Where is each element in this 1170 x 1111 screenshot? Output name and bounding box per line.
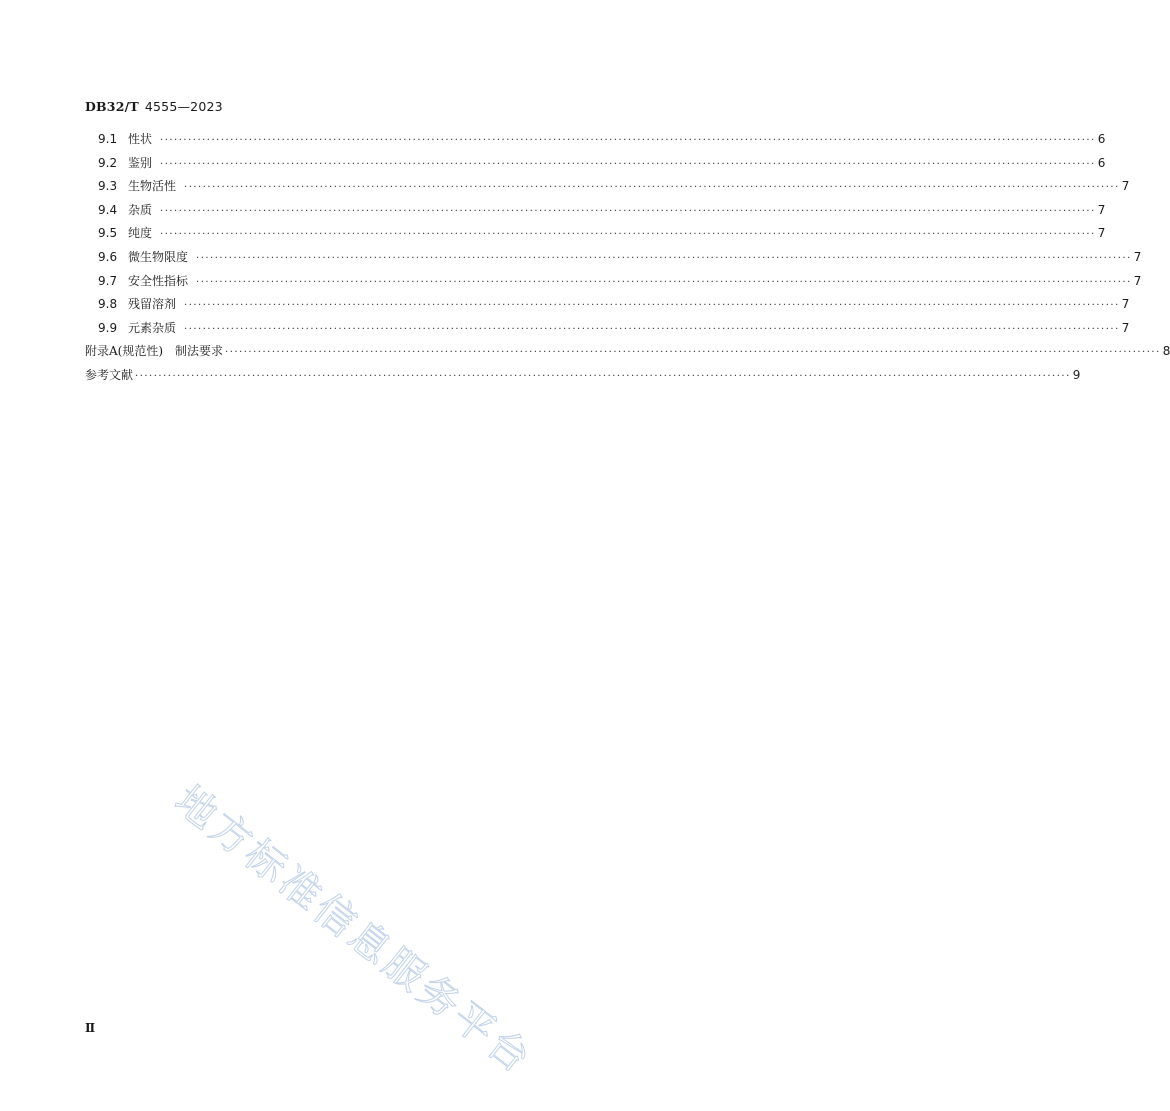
watermark: 地方标准信息服务平台 (166, 777, 542, 1085)
toc-entry[interactable] (85, 222, 1106, 246)
table-of-contents (85, 128, 1170, 388)
toc-entry-title: 纯度 (128, 226, 153, 241)
toc-leader-dots: ········································································································································································································ (160, 205, 1096, 217)
toc-entry-number: 9.6 (98, 249, 118, 264)
toc-entry[interactable] (85, 199, 1106, 223)
toc-entry[interactable] (85, 270, 1142, 294)
toc-entry-page: 6 (1097, 132, 1106, 146)
toc-entry[interactable] (85, 175, 1130, 199)
document-code (85, 99, 223, 114)
toc-leader-dots: ········································································································································································································ (225, 347, 1161, 359)
toc-leader-dots: ········································································································································································································ (160, 135, 1096, 146)
toc-entry-page: 7 (1121, 297, 1130, 312)
toc-leader-dots: ········································································································································································································ (135, 370, 1071, 382)
toc-leader-dots: ········································································································································································································ (160, 158, 1096, 170)
toc-entry-title: 微生物限度 (128, 249, 189, 264)
toc-entry-page: 7 (1097, 202, 1106, 217)
toc-leader-dots: ········································································································································································································ (160, 229, 1096, 241)
toc-entry-page: 7 (1133, 249, 1142, 264)
page-number: Ⅱ (85, 1021, 96, 1035)
toc-leader-dots: ········································································································································································································ (196, 276, 1132, 288)
toc-entry[interactable] (85, 340, 1170, 364)
toc-entry-title: 参考文献 (85, 367, 134, 382)
document-code-prefix: DB32/T (85, 99, 139, 114)
toc-leader-dots: ········································································································································································································ (184, 323, 1120, 335)
toc-entry-number: 9.8 (98, 297, 118, 312)
toc-entry-title: 杂质 (128, 202, 153, 217)
toc-entry-page: 9 (1072, 367, 1081, 382)
toc-entry-title: 残留溶剂 (128, 297, 177, 312)
toc-entry-title: 附录A(规范性) 制法要求 (85, 344, 224, 359)
toc-entry[interactable] (85, 317, 1130, 341)
toc-entry-page: 7 (1133, 273, 1142, 288)
toc-entry-number: 9.1 (98, 132, 118, 146)
toc-entry-number: 9.3 (98, 179, 118, 194)
toc-entry-number: 9.9 (98, 320, 118, 335)
toc-entry[interactable] (85, 364, 1081, 388)
toc-entry-title: 性状 (128, 132, 153, 146)
toc-entry-title: 生物活性 (128, 179, 177, 194)
toc-leader-dots: ········································································································································································································ (184, 182, 1120, 194)
toc-entry-page: 6 (1097, 155, 1106, 170)
toc-entry-number: 9.5 (98, 226, 118, 241)
toc-entry-number: 9.4 (98, 202, 118, 217)
toc-entry-page: 7 (1097, 226, 1106, 241)
toc-entry-page: 7 (1121, 320, 1130, 335)
toc-entry[interactable] (85, 246, 1142, 270)
document-code-number: 4555—2023 (144, 99, 223, 114)
toc-entry[interactable] (85, 152, 1106, 176)
toc-entry-page: 8 (1162, 344, 1170, 359)
toc-leader-dots: ········································································································································································································ (196, 252, 1132, 264)
toc-entry-title: 元素杂质 (128, 320, 177, 335)
toc-entry-number: 9.7 (98, 273, 118, 288)
toc-entry-title: 鉴别 (128, 155, 153, 170)
toc-entry[interactable] (85, 293, 1130, 317)
toc-leader-dots: ········································································································································································································ (184, 300, 1120, 312)
toc-entry-number: 9.2 (98, 155, 118, 170)
toc-entry[interactable] (85, 128, 1106, 152)
toc-entry-page: 7 (1121, 179, 1130, 194)
toc-entry-title: 安全性指标 (128, 273, 189, 288)
